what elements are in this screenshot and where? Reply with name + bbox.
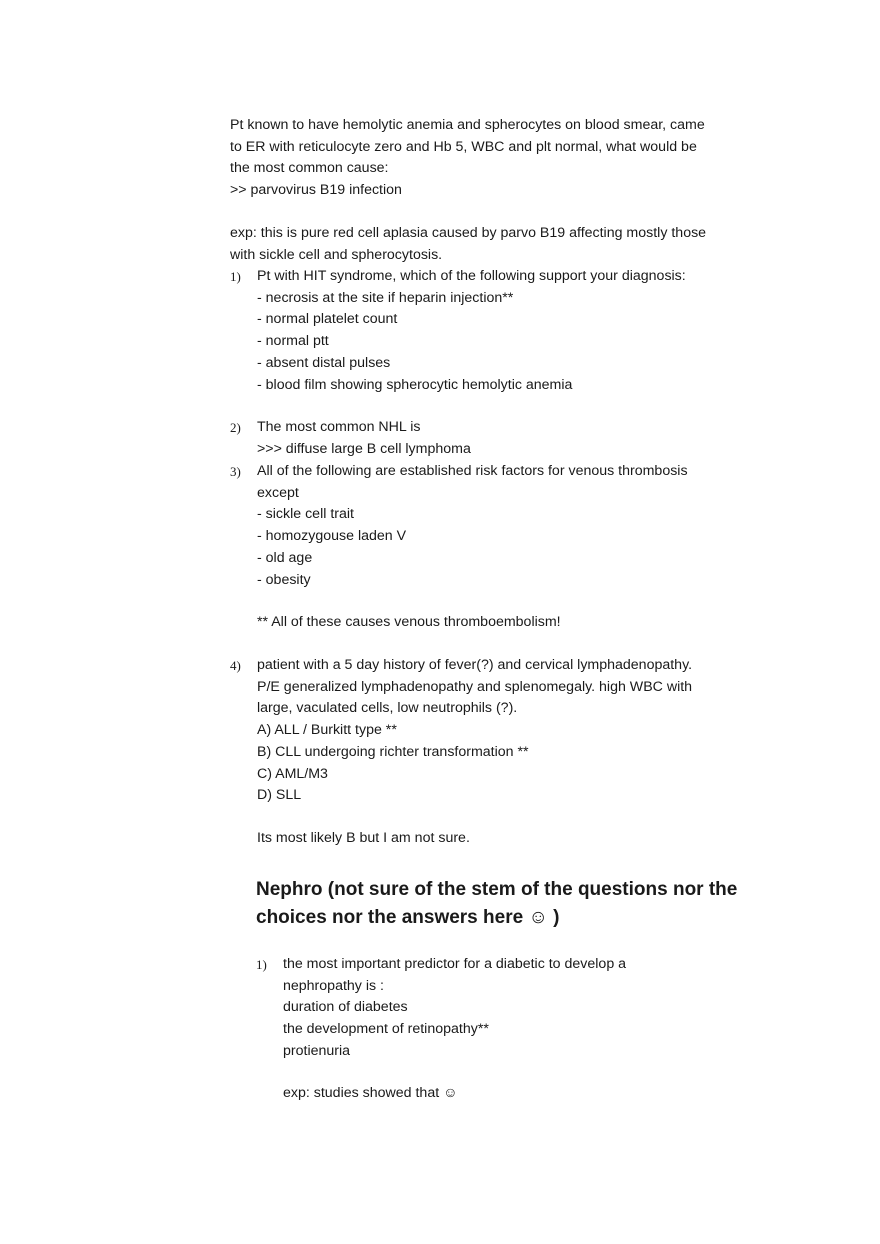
- exp-line: exp: this is pure red cell aplasia caused by parvo B19 affecting mostly those: [230, 225, 707, 241]
- choice: - obesity: [257, 571, 311, 588]
- question-stem: Pt with HIT syndrome, which of the following support your diagnosis:: [257, 268, 686, 284]
- intro-line: the most common cause:: [230, 160, 389, 177]
- intro-line: Pt known to have hemolytic anemia and spherocytes on blood smear, came: [230, 117, 705, 133]
- question-stem: except: [257, 484, 299, 501]
- intro-line: to ER with reticulocyte zero and Hb 5, WBC and plt normal, what would be: [230, 138, 697, 155]
- question-number: 1): [256, 957, 267, 972]
- heading-line: Nephro (not sure of the stem of the questions nor the: [256, 879, 738, 900]
- question-stem: the most important predictor for a diabetic to develop a: [283, 956, 627, 972]
- note: ** All of these causes venous thromboembolism!: [257, 614, 561, 630]
- choice: - blood film showing spherocytic hemolytic anemia: [257, 376, 573, 393]
- choice: - old age: [257, 549, 313, 566]
- intro-question: [230, 115, 705, 202]
- question-stem: large, vaculated cells, low neutrophils (?).: [257, 700, 518, 717]
- question-4-note: [257, 828, 470, 850]
- question-number: 4): [230, 658, 241, 673]
- choice: - sickle cell trait: [257, 506, 354, 523]
- choice: C) AML/M3: [257, 765, 328, 782]
- exp-line: with sickle cell and spherocytosis.: [230, 246, 443, 263]
- question-stem: The most common NHL is: [257, 419, 421, 435]
- question-stem: nephropathy is :: [283, 977, 384, 994]
- question-number: 1): [230, 269, 241, 284]
- choice: B) CLL undergoing richter transformation **: [257, 743, 529, 760]
- question-stem: All of the following are established risk factors for venous thrombosis: [257, 463, 688, 479]
- question-stem: patient with a 5 day history of fever(?) and cervical lymphadenopathy.: [257, 657, 693, 673]
- exp-line: exp: studies showed that ☺: [283, 1085, 458, 1101]
- question-stem: P/E generalized lymphadenopathy and splenomegaly. high WBC with: [257, 678, 693, 695]
- section-heading-nephro: [256, 876, 737, 932]
- choice: - absent distal pulses: [257, 354, 391, 371]
- choice: - homozygouse laden V: [257, 528, 407, 545]
- choice: protienuria: [283, 1042, 351, 1059]
- choice: the development of retinopathy**: [283, 1021, 489, 1038]
- note: Its most likely B but I am not sure.: [257, 830, 470, 846]
- answer: >>> diffuse large B cell lymphoma: [257, 440, 471, 457]
- choice: - necrosis at the site if heparin injection**: [257, 289, 514, 306]
- nephro-question-1-explanation: [283, 1083, 458, 1105]
- heading-line: choices nor the answers here ☺ ): [256, 907, 560, 928]
- question-3-note: [257, 612, 561, 634]
- intro-explanation: [230, 223, 706, 266]
- intro-answer: >> parvovirus B19 infection: [230, 182, 402, 199]
- choice: D) SLL: [257, 787, 302, 804]
- question-number: 3): [230, 464, 241, 479]
- choice: - normal platelet count: [257, 311, 398, 328]
- choice: - normal ptt: [257, 333, 329, 350]
- choice: duration of diabetes: [283, 999, 408, 1016]
- question-number: 2): [230, 420, 241, 435]
- choice: A) ALL / Burkitt type **: [257, 722, 397, 739]
